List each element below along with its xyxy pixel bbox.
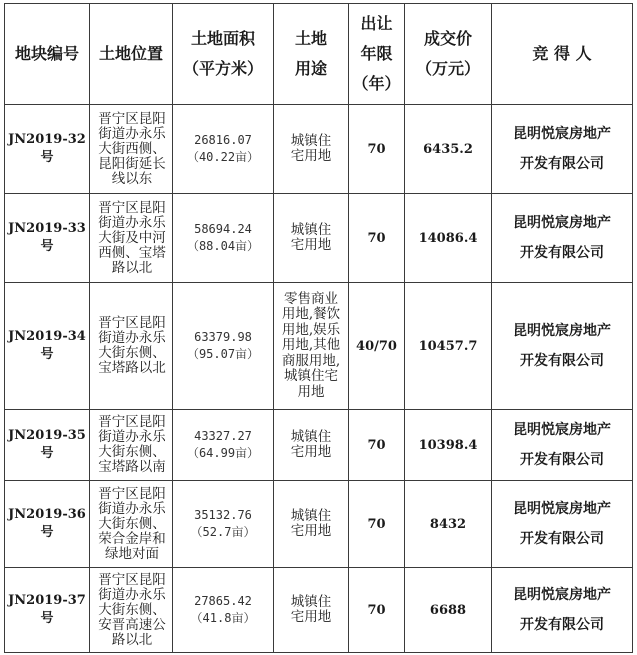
cell-use: 城镇住 宅用地 [274, 568, 349, 653]
table-row [5, 568, 633, 653]
cell-years: 70 [349, 105, 405, 194]
table-row [5, 194, 633, 283]
cell-location: 晋宁区昆阳 街道办永乐 大街东侧、 宝塔路以北 [90, 283, 173, 410]
cell-use: 城镇住 宅用地 [274, 481, 349, 568]
cell-price: 6435.2 [405, 105, 492, 194]
cell-use: 城镇住 宅用地 [274, 410, 349, 481]
cell-price: 10398.4 [405, 410, 492, 481]
cell-winner: 昆明悦宸房地产 开发有限公司 [492, 105, 633, 194]
header-use: 土地 用途 [274, 4, 349, 105]
header-price: 成交价 （万元） [405, 4, 492, 105]
cell-area: 35132.76 （52.7亩） [173, 481, 274, 568]
land-transaction-table [4, 3, 633, 653]
cell-area: 27865.42 （41.8亩） [173, 568, 274, 653]
cell-code: JN2019-32 号 [5, 105, 90, 194]
header-winner: 竞 得 人 [492, 4, 633, 105]
cell-area: 63379.98 （95.07亩） [173, 283, 274, 410]
table-row [5, 410, 633, 481]
cell-winner: 昆明悦宸房地产 开发有限公司 [492, 410, 633, 481]
cell-use: 城镇住 宅用地 [274, 105, 349, 194]
header-years: 出让 年限 （年） [349, 4, 405, 105]
cell-code: JN2019-34 号 [5, 283, 90, 410]
cell-area: 26816.07 （40.22亩） [173, 105, 274, 194]
cell-price: 6688 [405, 568, 492, 653]
cell-code: JN2019-36 号 [5, 481, 90, 568]
cell-use: 零售商业 用地,餐饮 用地,娱乐 用地,其他 商服用地, 城镇住宅 用地 [274, 283, 349, 410]
table-row [5, 481, 633, 568]
cell-location: 晋宁区昆阳 街道办永乐 大街东侧、 荣合金岸和 绿地对面 [90, 481, 173, 568]
cell-years: 70 [349, 568, 405, 653]
cell-years: 70 [349, 481, 405, 568]
cell-years: 70 [349, 410, 405, 481]
cell-price: 14086.4 [405, 194, 492, 283]
cell-winner: 昆明悦宸房地产 开发有限公司 [492, 194, 633, 283]
table-row [5, 283, 633, 410]
cell-winner: 昆明悦宸房地产 开发有限公司 [492, 283, 633, 410]
cell-winner: 昆明悦宸房地产 开发有限公司 [492, 568, 633, 653]
cell-location: 晋宁区昆阳 街道办永乐 大街东侧、 安晋高速公 路以北 [90, 568, 173, 653]
cell-area: 43327.27 （64.99亩） [173, 410, 274, 481]
cell-years: 40/70 [349, 283, 405, 410]
cell-location: 晋宁区昆阳 街道办永乐 大街东侧、 宝塔路以南 [90, 410, 173, 481]
header-row [5, 4, 633, 105]
table-row [5, 105, 633, 194]
cell-area: 58694.24 （88.04亩） [173, 194, 274, 283]
cell-code: JN2019-35 号 [5, 410, 90, 481]
cell-years: 70 [349, 194, 405, 283]
cell-winner: 昆明悦宸房地产 开发有限公司 [492, 481, 633, 568]
cell-location: 晋宁区昆阳 街道办永乐 大街西侧、 昆阳街延长 线以东 [90, 105, 173, 194]
header-code: 地块编号 [5, 4, 90, 105]
cell-price: 8432 [405, 481, 492, 568]
cell-price: 10457.7 [405, 283, 492, 410]
cell-code: JN2019-37 号 [5, 568, 90, 653]
cell-location: 晋宁区昆阳 街道办永乐 大街及中河 西侧、宝塔 路以北 [90, 194, 173, 283]
cell-use: 城镇住 宅用地 [274, 194, 349, 283]
cell-code: JN2019-33 号 [5, 194, 90, 283]
header-area: 土地面积 （平方米） [173, 4, 274, 105]
header-location: 土地位置 [90, 4, 173, 105]
